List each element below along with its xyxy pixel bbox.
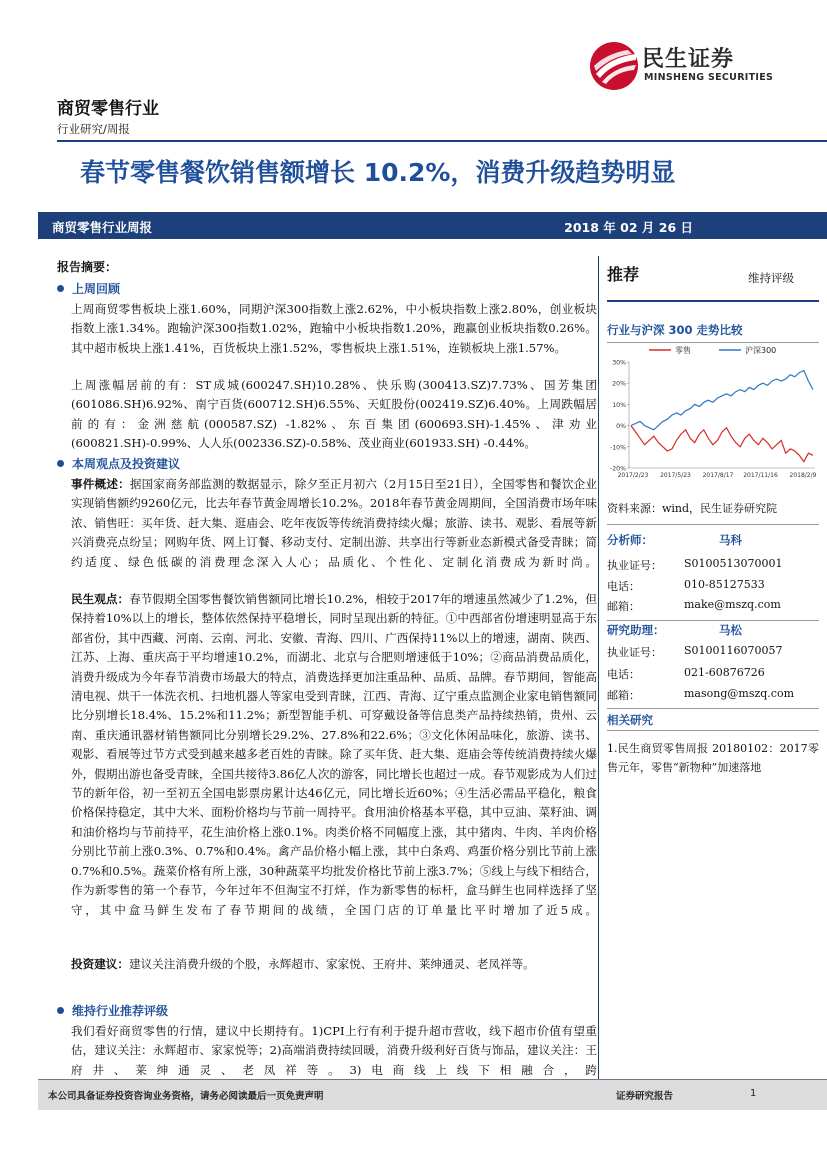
series-line-hs300 [631, 371, 813, 430]
analyst-phone: 010-85127533 [684, 578, 765, 591]
view-text: 春节假期全国零售餐饮销售额同比增长10.2%，相较于2017年的增速虽然减少了1.2%，但保持着10%以上的增长，整体依然保持平稳增长，同时呈现出新的特征。①中西部省份增速明显高于东部省份，其中西藏、河南、云南、河北、安徽、青海、四川、广西保持11%以上的增速，湖南、陕西、江苏、上海、重庆高于平均增速10.2%，而湖北、北京与合肥则增速低于10%；②商品消费品质化，消费升级成为今年春节消费市场最大的特点，消费选择更加注重品种、品质、品牌。春节期间，智能高清电视、烘干一体洗衣机、扫地机器人等家电受到青睐，江西、青海、辽宁重点监测企业家电销售额同比分别增长18.4%、15.2%和11.2%；新型智能手机、可穿戴设备等信息类产品持续热销，贵州、云南、重庆通讯器材销售额同比分别增长29.2%、27.8%和22.6%；③文化休闲品味化，旅游、读书、观影、看展等过节方式受到越来越多老百姓的青睐。除了买年货、赶大集、逛庙会等传统消费持续火爆外，假期出游也备受青睐，全国共接待3.86亿人次的游客，同比增长也超过一成。春节观影成为人们过节的新年俗，初一至初五全国电影票房累计达46亿元，同比增长近60%；④生活必需品平稳化，粮食价格保持稳定，其中大米、面粉价格均与节前一周持平。食用油价格基本平稳，其中豆油、菜籽油、调和油价格均与节前持平，花生油价格上涨0.1%。肉类价格不同幅度上涨，其中猪肉、牛肉、羊肉价格分别比节前上涨0.3%、0.7%和0.4%。禽产品价格小幅上涨，其中白条鸡、鸡蛋价格分别比节前上涨0.7%和0.5%。蔬菜价格有所上涨，30种蔬菜平均批发价格比节前上涨3.7%；⑤线上与线下相结合，作为新零售的第一个春节，今年过年不但淘宝不打烊，作为新零售的标杆，盒马鲜生也同样选择了坚守，其中盒马鲜生发布了春节期间的战绩，全国门店的订单量比平时增加了近5成。 [71, 592, 597, 917]
title-band [38, 212, 827, 239]
y-tick-label: -10% [610, 444, 626, 452]
divider [607, 524, 819, 525]
assistant-phone: 021-60876726 [684, 666, 765, 679]
email-label: 邮箱： [607, 689, 640, 702]
cert-label: 执业证号： [607, 646, 662, 659]
divider [607, 342, 819, 343]
advice-text: 建议关注消费升级的个股，永辉超市、家家悦、王府井、莱绅通灵、老凤祥等。 [128, 957, 535, 971]
view-paragraph [71, 590, 597, 920]
event-text: 据国家商务部监测的数据显示，除夕至正月初六（2月15日至21日），全国零售和餐饮企业实现销售额约9260亿元，比去年春节黄金周增长10.2%。2018年春节黄金周期间，全国消费市场年味浓、销售旺：买年货、赶大集、逛庙会、吃年夜饭等传统消费持续火爆；旅游、读书、观影、看展等新兴消费亮点纷呈；网购年货、网上订餐、移动支付、定制出游、共享出行等新业态新模式备受青睐；简约适度、绿色低碳的消费理念深入人心；品质化、个性化、定制化消费成为新时尚。 [71, 477, 597, 569]
header-divider [57, 140, 827, 142]
report-type: 行业研究/周报 [57, 122, 130, 136]
related-label: 相关研究 [607, 713, 653, 727]
section-title: 上周回顾 [72, 282, 121, 296]
logo-mark-icon [588, 38, 640, 94]
chart-source: 资料来源：wind，民生证券研究院 [607, 502, 778, 515]
assistant-name: 马松 [719, 623, 742, 637]
phone-label: 电话： [607, 668, 640, 681]
event-paragraph [71, 475, 597, 572]
section-heading-rating [57, 1002, 168, 1019]
bullet-icon [57, 460, 64, 467]
y-tick-label: -20% [610, 465, 626, 473]
footer-disclaimer: 本公司具备证券投资咨询业务资格，请务必阅读最后一页免责声明 [48, 1091, 324, 1102]
rating-value: 推荐 [607, 265, 640, 284]
chart-lines [631, 371, 813, 462]
y-tick-label: 10% [612, 401, 626, 409]
chart-legend [649, 345, 776, 355]
divider [607, 730, 819, 731]
divider [607, 300, 819, 302]
legend-label: 零售 [675, 346, 691, 355]
section-heading-review [57, 280, 120, 297]
bullet-icon [57, 285, 64, 292]
advice-paragraph [71, 955, 597, 974]
review-paragraph-1: 上周商贸零售板块上涨1.60%，同期沪深300指数上涨2.62%，中小板块指数上涨2.80%，创业板块指数上涨1.34%。跑输沪深300指数1.02%，跑输中小板块指数1.20%，跑赢创业板块指数0.26%。其中超市板块上涨1.41%，百货板块上涨1.52%，零售板块上涨1.51%，连锁板块上涨1.57%。 [71, 302, 597, 355]
y-tick-label: 0% [616, 423, 626, 431]
bullet-icon [57, 1007, 64, 1014]
y-tick-label: 30% [612, 359, 626, 367]
cert-label: 执业证号： [607, 559, 662, 572]
band-title: 商贸零售行业周报 [52, 220, 153, 235]
section-title: 维持行业推荐评级 [72, 1004, 169, 1018]
industry-title: 商贸零售行业 [57, 99, 159, 119]
footer [38, 1080, 827, 1110]
series-line-retail [631, 426, 813, 462]
sidebar-divider [598, 256, 599, 1094]
section-heading-view [57, 455, 180, 472]
legend-label: 沪深300 [745, 346, 777, 355]
x-tick-label: 2018/2/9 [789, 472, 817, 479]
related-report-link[interactable]: 1.民生商贸零售周报 20180102：2017零售元年，零售“新物种”加速落地 [607, 742, 819, 774]
assistant-cert: S0100116070057 [684, 644, 783, 657]
x-tick-label: 2017/11/16 [743, 472, 778, 479]
analyst-name: 马科 [719, 533, 742, 547]
analyst-label: 分析师： [607, 533, 653, 547]
divider [607, 620, 819, 621]
analyst-cert: S0100513070001 [684, 557, 783, 570]
assistant-email[interactable]: masong@mszq.com [684, 687, 795, 700]
section-title: 本周观点及投资建议 [72, 457, 181, 471]
analyst-email[interactable]: make@mszq.com [684, 598, 781, 611]
page-title: 春节零售餐饮销售额增长 10.2%，消费升级趋势明显 [80, 158, 676, 187]
x-tick-label: 2017/2/23 [617, 472, 649, 479]
chart-title: 行业与沪深 300 走势比较 [607, 323, 743, 337]
review-paragraph-2: 上周涨幅居前的有：ST成城(600247.SH)10.28%、快乐购(300413.SZ)7.73%、国芳集团(601086.SH)6.92%、南宁百货(600712.SH)6.55%、天虹股份(002419.SZ)6.40%。上周跌幅居前的有：金洲慈航(000587.SZ) -1.82%、东百集团(600693.SH)-1.45%、津劝业(600821.SH)-0.99%、人人乐(002336.SZ)-0.58%、茂业商业(601933.SH) -0.44%。 [71, 378, 597, 451]
event-label: 事件概述： [71, 477, 130, 491]
x-tick-label: 2017/5/23 [660, 472, 691, 479]
divider [607, 708, 819, 709]
x-tick-label: 2017/8/17 [702, 472, 734, 479]
chart-axes [610, 360, 817, 480]
brand-logo [588, 38, 788, 94]
abstract-label: 报告摘要： [57, 260, 118, 274]
phone-label: 电话： [607, 580, 640, 593]
view-label: 民生观点： [71, 592, 130, 606]
email-label: 邮箱： [607, 600, 640, 613]
assistant-label: 研究助理： [607, 623, 665, 637]
rating-paragraph: 我们看好商贸零售的行情，建议中长期持有。1)CPI上行有利于提升超市营收，线下超市价值有望重估，建议关注：永辉超市、家家悦等；2)高端消费持续回暖，消费升级利好百货与饰品，建议关注：王府井、莱绅通灵、老凤祥等。3)电商线上线下相融合，跨 [71, 1024, 597, 1077]
rating-action: 维持评级 [748, 271, 794, 285]
y-tick-label: 20% [612, 380, 626, 388]
logo-name-en: MINSHENG SECURITIES [644, 72, 774, 83]
band-date: 2018 年 02 月 26 日 [564, 220, 693, 235]
trend-chart [607, 344, 819, 484]
footer-report-type: 证券研究报告 [616, 1091, 674, 1102]
logo-name-cn: 民生证券 [642, 47, 735, 72]
advice-label: 投资建议： [71, 957, 129, 971]
page-number: 1 [750, 1088, 757, 1099]
